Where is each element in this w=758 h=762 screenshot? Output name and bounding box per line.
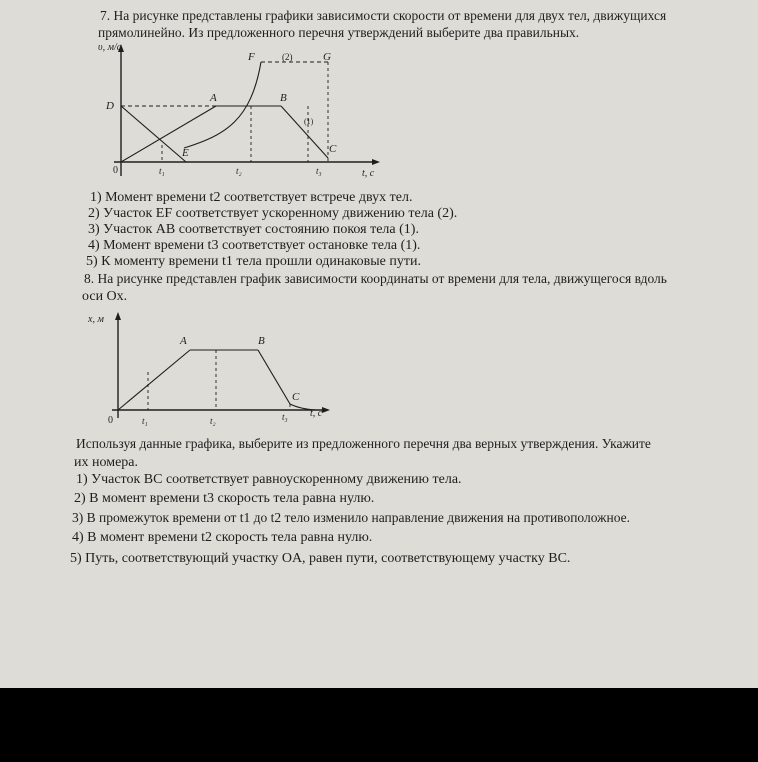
label-G: G bbox=[323, 51, 331, 63]
label-C: C bbox=[329, 143, 337, 155]
line-D-t1 bbox=[121, 106, 186, 162]
x-axis-arrow bbox=[372, 159, 380, 165]
x-axis-label: t, с bbox=[362, 168, 375, 179]
coordinate-time-graph bbox=[86, 308, 346, 433]
label-E: E bbox=[182, 147, 189, 159]
line-0-A bbox=[121, 106, 216, 162]
task7-option-4: 4) Момент времени t3 соответствует остановке тела (1). bbox=[88, 238, 421, 253]
bottom-black-band bbox=[0, 688, 758, 762]
tick-t3: t₃ bbox=[282, 412, 288, 422]
task8-intro-line2: их номера. bbox=[74, 455, 139, 470]
y-axis-arrow bbox=[115, 312, 121, 320]
origin-label: 0 bbox=[108, 415, 113, 426]
label-D: D bbox=[106, 100, 114, 112]
segment-B-C bbox=[258, 350, 290, 404]
task8-option-1: 1) Участок BC соответствует равноускоренному движению тела. bbox=[76, 472, 462, 487]
line-B-C bbox=[281, 106, 328, 158]
x-axis-arrow bbox=[322, 407, 330, 413]
label-curve-2: (2) bbox=[282, 52, 293, 62]
tick-t1: t₁ bbox=[159, 166, 165, 176]
task8-intro-line1: Используя данные графика, выберите из предложенного перечня два верных утверждения. Укажите bbox=[76, 436, 651, 451]
label-A: A bbox=[180, 335, 187, 347]
task8-option-3: 3) В промежуток времени от t1 до t2 тело изменило направление движения на противоположное. bbox=[72, 510, 630, 525]
task7-option-5: 5) К моменту времени t1 тела прошли одинаковые пути. bbox=[86, 254, 421, 269]
task8-text-line2: оси Ox. bbox=[82, 289, 128, 304]
label-curve-1: (1) bbox=[304, 117, 314, 126]
label-B: B bbox=[258, 335, 265, 347]
task7-text-line2: прямолинейно. Из предложенного перечня утверждений выберите два правильных. bbox=[98, 25, 580, 40]
label-F: F bbox=[248, 51, 255, 63]
task8-text-line1: 8. На рисунке представлен график зависимости координаты от времени для тела, движущегося вдоль bbox=[84, 271, 667, 286]
y-axis-label: x, м bbox=[88, 314, 104, 325]
curve-E-F bbox=[184, 62, 261, 148]
x-axis-label: t, с bbox=[310, 408, 323, 419]
task8-option-2: 2) В момент времени t3 скорость тела равна нулю. bbox=[74, 491, 375, 506]
tick-t2: t₂ bbox=[210, 416, 216, 426]
task7-option-2: 2) Участок EF соответствует ускоренному движению тела (2). bbox=[88, 206, 458, 221]
task7-option-3: 3) Участок AB соответствует состоянию покоя тела (1). bbox=[88, 222, 419, 237]
label-A: A bbox=[210, 92, 217, 104]
y-axis-label: υ, м/с bbox=[98, 42, 122, 53]
task7-text-line1: 7. На рисунке представлены графики зависимости скорости от времени для двух тел, движущихся bbox=[100, 8, 667, 23]
task7-option-1: 1) Момент времени t2 соответствует встрече двух тел. bbox=[90, 190, 413, 205]
origin-label: 0 bbox=[113, 165, 118, 176]
task8-option-4: 4) В момент времени t2 скорость тела равна нулю. bbox=[72, 530, 373, 545]
tick-t1: t₁ bbox=[142, 416, 148, 426]
segment-O-A bbox=[118, 350, 190, 410]
label-B: B bbox=[280, 92, 287, 104]
tick-t3: t₃ bbox=[316, 166, 322, 176]
tick-t2: t₂ bbox=[236, 166, 242, 176]
task8-option-5: 5) Путь, соответствующий участку OA, равен пути, соответствующему участку BC. bbox=[70, 551, 571, 566]
velocity-time-graph bbox=[96, 40, 386, 188]
label-C: C bbox=[292, 391, 300, 403]
